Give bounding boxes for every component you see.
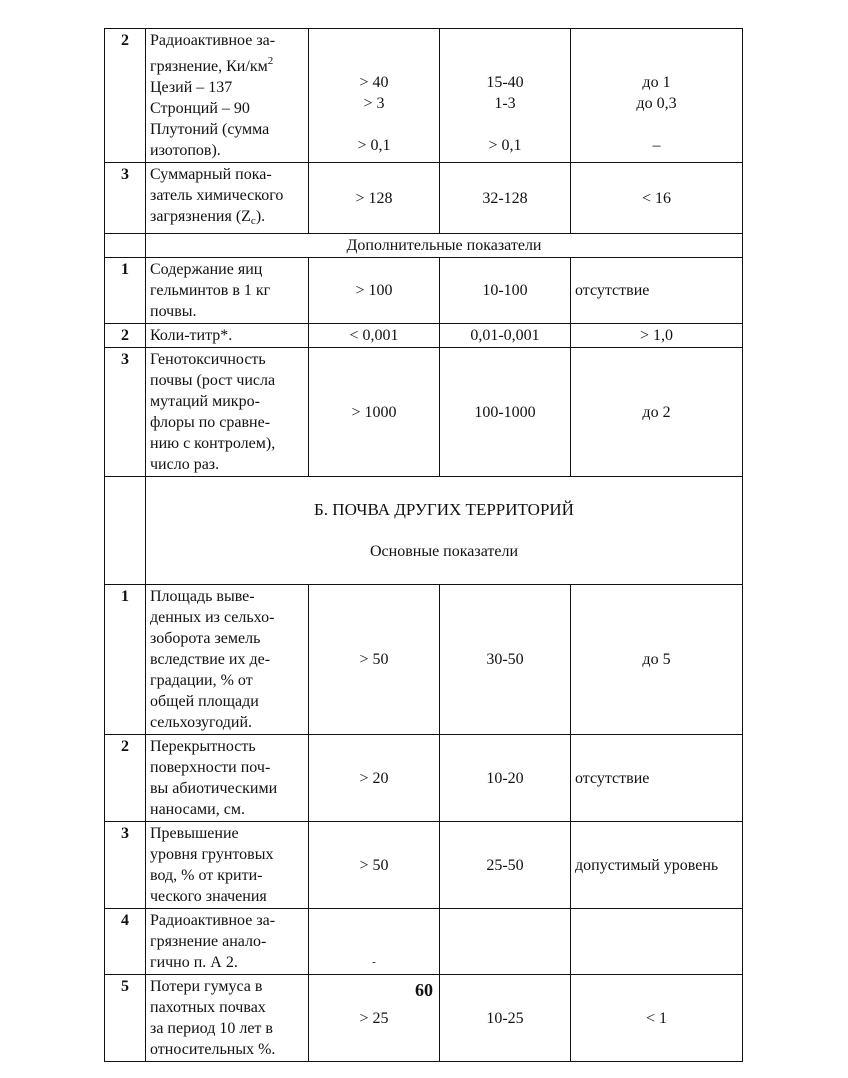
indicator-text: Радиоактивное за- грязнение анало- гично п. А 2. <box>150 912 276 971</box>
row-number: 2 <box>105 735 146 822</box>
indicator-cell <box>146 348 309 477</box>
value-cell-1: > 128 <box>309 163 440 234</box>
value-cell-2: 100-1000 <box>440 348 571 477</box>
indicator-cell <box>146 258 309 324</box>
row-number: 4 <box>105 909 146 975</box>
row-number: 1 <box>105 585 146 735</box>
table-row <box>105 822 743 909</box>
table-row <box>105 735 743 822</box>
indicator-text: Суммарный пока- затель химического загрязнения (Z <box>150 166 284 225</box>
indicator-text: Площадь выве- денных из сельхо- зоборота земель вследствие их де- градации, % от общей площади сельхозугодий. <box>150 588 275 731</box>
value-cell-3: > 1,0 <box>571 324 743 348</box>
subscript: c <box>250 215 256 227</box>
value-cell-1: - <box>309 909 440 975</box>
row-number: 5 <box>105 975 146 1062</box>
value-cell-2: 30-50 <box>440 585 571 735</box>
superscript: 2 <box>267 55 274 67</box>
value-cell-2 <box>440 29 571 163</box>
section-b-header <box>146 477 743 585</box>
table-row <box>105 258 743 324</box>
indicator-cell <box>146 29 309 163</box>
value-cell-1 <box>309 29 440 163</box>
indicator-cell: Коли-титр*. <box>146 324 309 348</box>
value-cell-3 <box>571 29 743 163</box>
section-b-title: Б. ПОЧВА ДРУГИХ ТЕРРИТОРИЙ <box>314 500 574 519</box>
row-number: 2 <box>105 29 146 163</box>
row-number: 1 <box>105 258 146 324</box>
empty-cell <box>105 234 146 258</box>
value-cell-3: отсутствие <box>571 258 743 324</box>
row-number: 3 <box>105 348 146 477</box>
value-cell-2: 10-20 <box>440 735 571 822</box>
value-cell-2 <box>440 909 571 975</box>
value-cell-2: 25-50 <box>440 822 571 909</box>
value-cell-1: > 100 <box>309 258 440 324</box>
section-header-row <box>105 234 743 258</box>
value-cell-3: отсутствие <box>571 735 743 822</box>
value-cell-3: допустимый уровень <box>571 822 743 909</box>
value-cell-1: > 50 <box>309 585 440 735</box>
value-cell-1: < 0,001 <box>309 324 440 348</box>
indicator-cell <box>146 822 309 909</box>
indicator-cell <box>146 163 309 234</box>
indicator-cell <box>146 735 309 822</box>
indicator-table <box>104 28 743 1062</box>
value-cell-1: > 1000 <box>309 348 440 477</box>
value-text: 15-40 1-3 > 0,1 <box>486 74 524 154</box>
empty-cell <box>105 477 146 585</box>
indicator-text-rest: ). <box>255 208 266 225</box>
value-cell-2: 10-25 <box>440 975 571 1062</box>
value-cell-3 <box>571 909 743 975</box>
indicator-text: Содержание яиц гельминтов в 1 кг почвы. <box>150 261 271 320</box>
row-number: 3 <box>105 822 146 909</box>
value-cell-2: 32-128 <box>440 163 571 234</box>
value-cell-2: 10-100 <box>440 258 571 324</box>
table-row <box>105 324 743 348</box>
section-title: Дополнительные показатели <box>146 234 743 258</box>
indicator-text: Потери гумуса в пахотных почвах за период 10 лет в относительных %. <box>150 978 276 1058</box>
row-number: 3 <box>105 163 146 234</box>
indicator-text-rest: Цезий – 137 Стронций – 90 Плутоний (сумма изотопов). <box>150 79 270 159</box>
table-row <box>105 348 743 477</box>
indicator-cell <box>146 585 309 735</box>
value-cell-1: > 20 <box>309 735 440 822</box>
indicator-text: Радиоактивное за- грязнение, Ки/км <box>150 32 276 75</box>
value-text: до 1 до 0,3 – <box>636 74 677 154</box>
table-row <box>105 585 743 735</box>
value-text: > 40 > 3 > 0,1 <box>357 74 391 154</box>
indicator-text: Превышение уровня грунтовых вод, % от крити- ческого значения <box>150 825 274 905</box>
value-cell-3: < 1 <box>571 975 743 1062</box>
table-row <box>105 29 743 163</box>
table-row <box>105 909 743 975</box>
indicator-text: Перекрытность поверхности поч- вы абиотическими наносами, см. <box>150 738 278 818</box>
value-cell-1: > 50 <box>309 822 440 909</box>
indicator-cell <box>146 909 309 975</box>
value-cell-3: < 16 <box>571 163 743 234</box>
value-cell-3: до 5 <box>571 585 743 735</box>
value-cell-1: > 25 <box>309 975 440 1062</box>
page-number: 60 <box>415 980 433 1000</box>
value-cell-3: до 2 <box>571 348 743 477</box>
row-number: 2 <box>105 324 146 348</box>
table-row <box>105 163 743 234</box>
section-header-row <box>105 477 743 585</box>
section-b-subtitle: Основные показатели <box>369 543 519 560</box>
indicator-text: Генотоксичность почвы (рост числа мутаций микро- флоры по сравне- нию с контролем), число раз. <box>150 351 276 473</box>
value-cell-2: 0,01-0,001 <box>440 324 571 348</box>
